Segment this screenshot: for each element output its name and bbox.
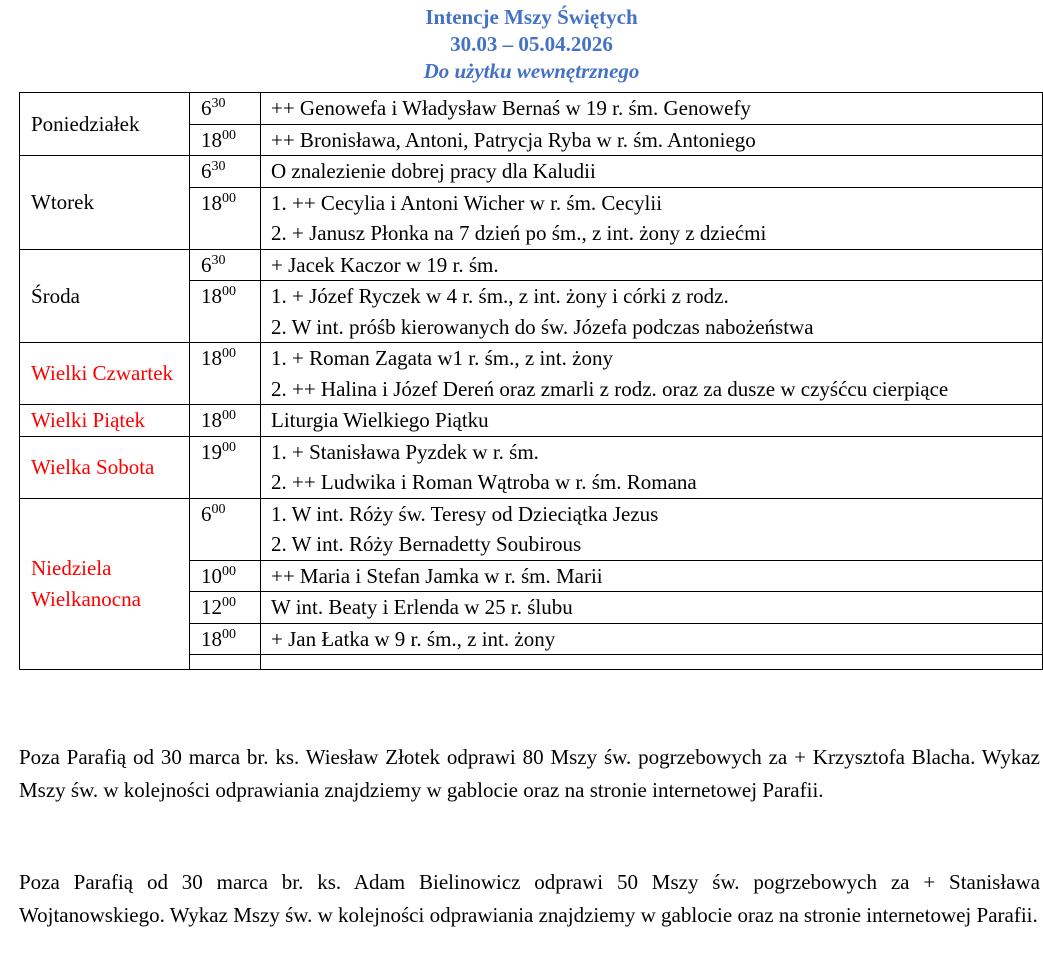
intention-text: ++ Genowefa i Władysław Bernaś w 19 r. śm. Genowefy	[271, 96, 751, 120]
mass-hour: 18	[201, 408, 222, 432]
mass-hour: 18	[201, 626, 222, 651]
intention-text: 1. + Józef Ryczek w 4 r. śm., z int. żony i córki z rodz.	[271, 284, 729, 308]
mass-minute: 00	[222, 127, 236, 143]
intention-text: 1. + Roman Zagata w1 r. śm., z int. żony	[271, 346, 613, 370]
blank-time-cell	[190, 655, 261, 670]
mass-time	[190, 405, 261, 437]
mass-minute: 30	[211, 96, 226, 111]
mass-intentions	[261, 623, 1043, 655]
document-title: Intencje Mszy Świętych	[425, 5, 638, 29]
mass-row	[20, 436, 1043, 498]
mass-hour: 18	[201, 127, 222, 152]
day-name: Poniedziałek	[20, 93, 190, 156]
mass-intentions	[261, 281, 1043, 343]
mass-time	[190, 156, 261, 188]
note-paragraph: Poza Parafią od 30 marca br. ks. Wiesław Złotek odprawi 80 Mszy św. pogrzebowych za + Krzysztofa Blacha. Wykaz Mszy św. w kolejności odprawiania znajdziemy w gablocie oraz na stronie internetowej Parafii.	[19, 745, 1040, 802]
mass-minute: 00	[211, 501, 226, 517]
intention-text: 1. ++ Cecylia i Antoni Wicher w r. śm. Cecylii	[271, 190, 663, 215]
mass-intentions-table-body	[20, 93, 1043, 670]
document-header	[0, 4, 1043, 85]
mass-minute: 00	[222, 563, 236, 579]
mass-minute: 00	[222, 408, 236, 423]
intention-text: W int. Beaty i Erlenda w 25 r. ślubu	[271, 595, 573, 619]
intention-text: 1. W int. Róży św. Teresy od Dzieciątka Jezus	[271, 501, 659, 526]
mass-intentions	[261, 498, 1043, 560]
mass-intentions	[261, 187, 1043, 249]
mass-row	[20, 343, 1043, 405]
mass-intentions	[261, 592, 1043, 624]
mass-time	[190, 343, 261, 405]
mass-time	[190, 281, 261, 343]
intention-text: 2. ++ Halina i Józef Dereń oraz zmarli z rodz. oraz za dusze w czyśćcu cierpiące	[271, 376, 949, 401]
mass-intentions	[261, 156, 1043, 188]
mass-minute: 00	[222, 190, 236, 206]
day-name: Niedziela Wielkanocna	[20, 498, 190, 670]
mass-intentions	[261, 249, 1043, 281]
mass-hour: 12	[201, 595, 222, 619]
note-paragraph: Poza Parafią od 30 marca br. ks. Adam Bielinowicz odprawi 50 Mszy św. pogrzebowych za + Stanisława Wojtanowskiego. Wykaz Mszy św. w kolejności odprawiania znajdziemy w gablocie oraz na stronie internetowej Parafii.	[19, 870, 1040, 927]
document-subtitle: Do użytku wewnętrznego	[423, 59, 640, 83]
day-name: Wielka Sobota	[20, 436, 190, 498]
mass-minute: 00	[222, 595, 236, 610]
day-name: Wielki Piątek	[20, 405, 190, 437]
date-range: 30.03 – 05.04.2026	[450, 32, 613, 56]
mass-time	[190, 93, 261, 125]
mass-time	[190, 436, 261, 498]
intention-text: + Jan Łatka w 9 r. śm., z int. żony	[271, 626, 556, 651]
mass-minute: 00	[222, 284, 236, 299]
day-name: Środa	[20, 249, 190, 343]
intention-text: ++ Bronisława, Antoni, Patrycja Ryba w r. śm. Antoniego	[271, 127, 756, 152]
mass-minute: 00	[222, 346, 236, 361]
intention-text: O znalezienie dobrej pracy dla Kaludii	[271, 159, 596, 183]
mass-minute: 30	[211, 252, 226, 268]
intention-text: 2. W int. Róży Bernadetty Soubirous	[271, 532, 582, 556]
mass-hour: 6	[201, 96, 212, 120]
mass-hour: 10	[201, 563, 222, 588]
mass-hour: 18	[201, 190, 222, 215]
intention-text: ++ Maria i Stefan Jamka w r. śm. Marii	[271, 563, 603, 588]
day-name: Wtorek	[20, 156, 190, 250]
mass-minute: 00	[222, 626, 236, 642]
intention-text: 2. + Janusz Płonka na 7 dzień po śm., z int. żony z dziećmi	[271, 221, 767, 245]
mass-intentions-table	[19, 92, 1043, 670]
mass-time	[190, 124, 261, 156]
intention-text: + Jacek Kaczor w 19 r. śm.	[271, 252, 499, 277]
intention-text: 2. ++ Ludwika i Roman Wątroba w r. śm. Romana	[271, 470, 697, 494]
mass-minute: 30	[211, 159, 226, 174]
mass-hour: 19	[201, 439, 222, 464]
mass-row	[20, 93, 1043, 125]
day-name: Wielki Czwartek	[20, 343, 190, 405]
mass-minute: 00	[222, 439, 236, 455]
mass-time	[190, 187, 261, 249]
mass-row	[20, 498, 1043, 560]
mass-row	[20, 156, 1043, 188]
mass-intentions	[261, 93, 1043, 125]
mass-intentions	[261, 436, 1043, 498]
mass-hour: 18	[201, 284, 222, 308]
mass-hour: 18	[201, 346, 222, 370]
mass-time	[190, 249, 261, 281]
mass-intentions	[261, 343, 1043, 405]
mass-intentions	[261, 124, 1043, 156]
mass-time	[190, 592, 261, 624]
intention-text: 1. + Stanisława Pyzdek w r. śm.	[271, 439, 539, 464]
mass-row	[20, 249, 1043, 281]
intention-text: Liturgia Wielkiego Piątku	[271, 408, 489, 432]
mass-hour: 6	[201, 159, 212, 183]
mass-intentions	[261, 405, 1043, 437]
mass-time	[190, 623, 261, 655]
mass-time	[190, 498, 261, 560]
mass-intentions	[261, 560, 1043, 592]
intention-text: 2. W int. próśb kierowanych do św. Józefa podczas nabożeństwa	[271, 314, 814, 339]
mass-time	[190, 560, 261, 592]
mass-row	[20, 405, 1043, 437]
blank-intention-cell	[261, 655, 1043, 670]
mass-hour: 6	[201, 252, 212, 277]
mass-hour: 6	[201, 501, 212, 526]
